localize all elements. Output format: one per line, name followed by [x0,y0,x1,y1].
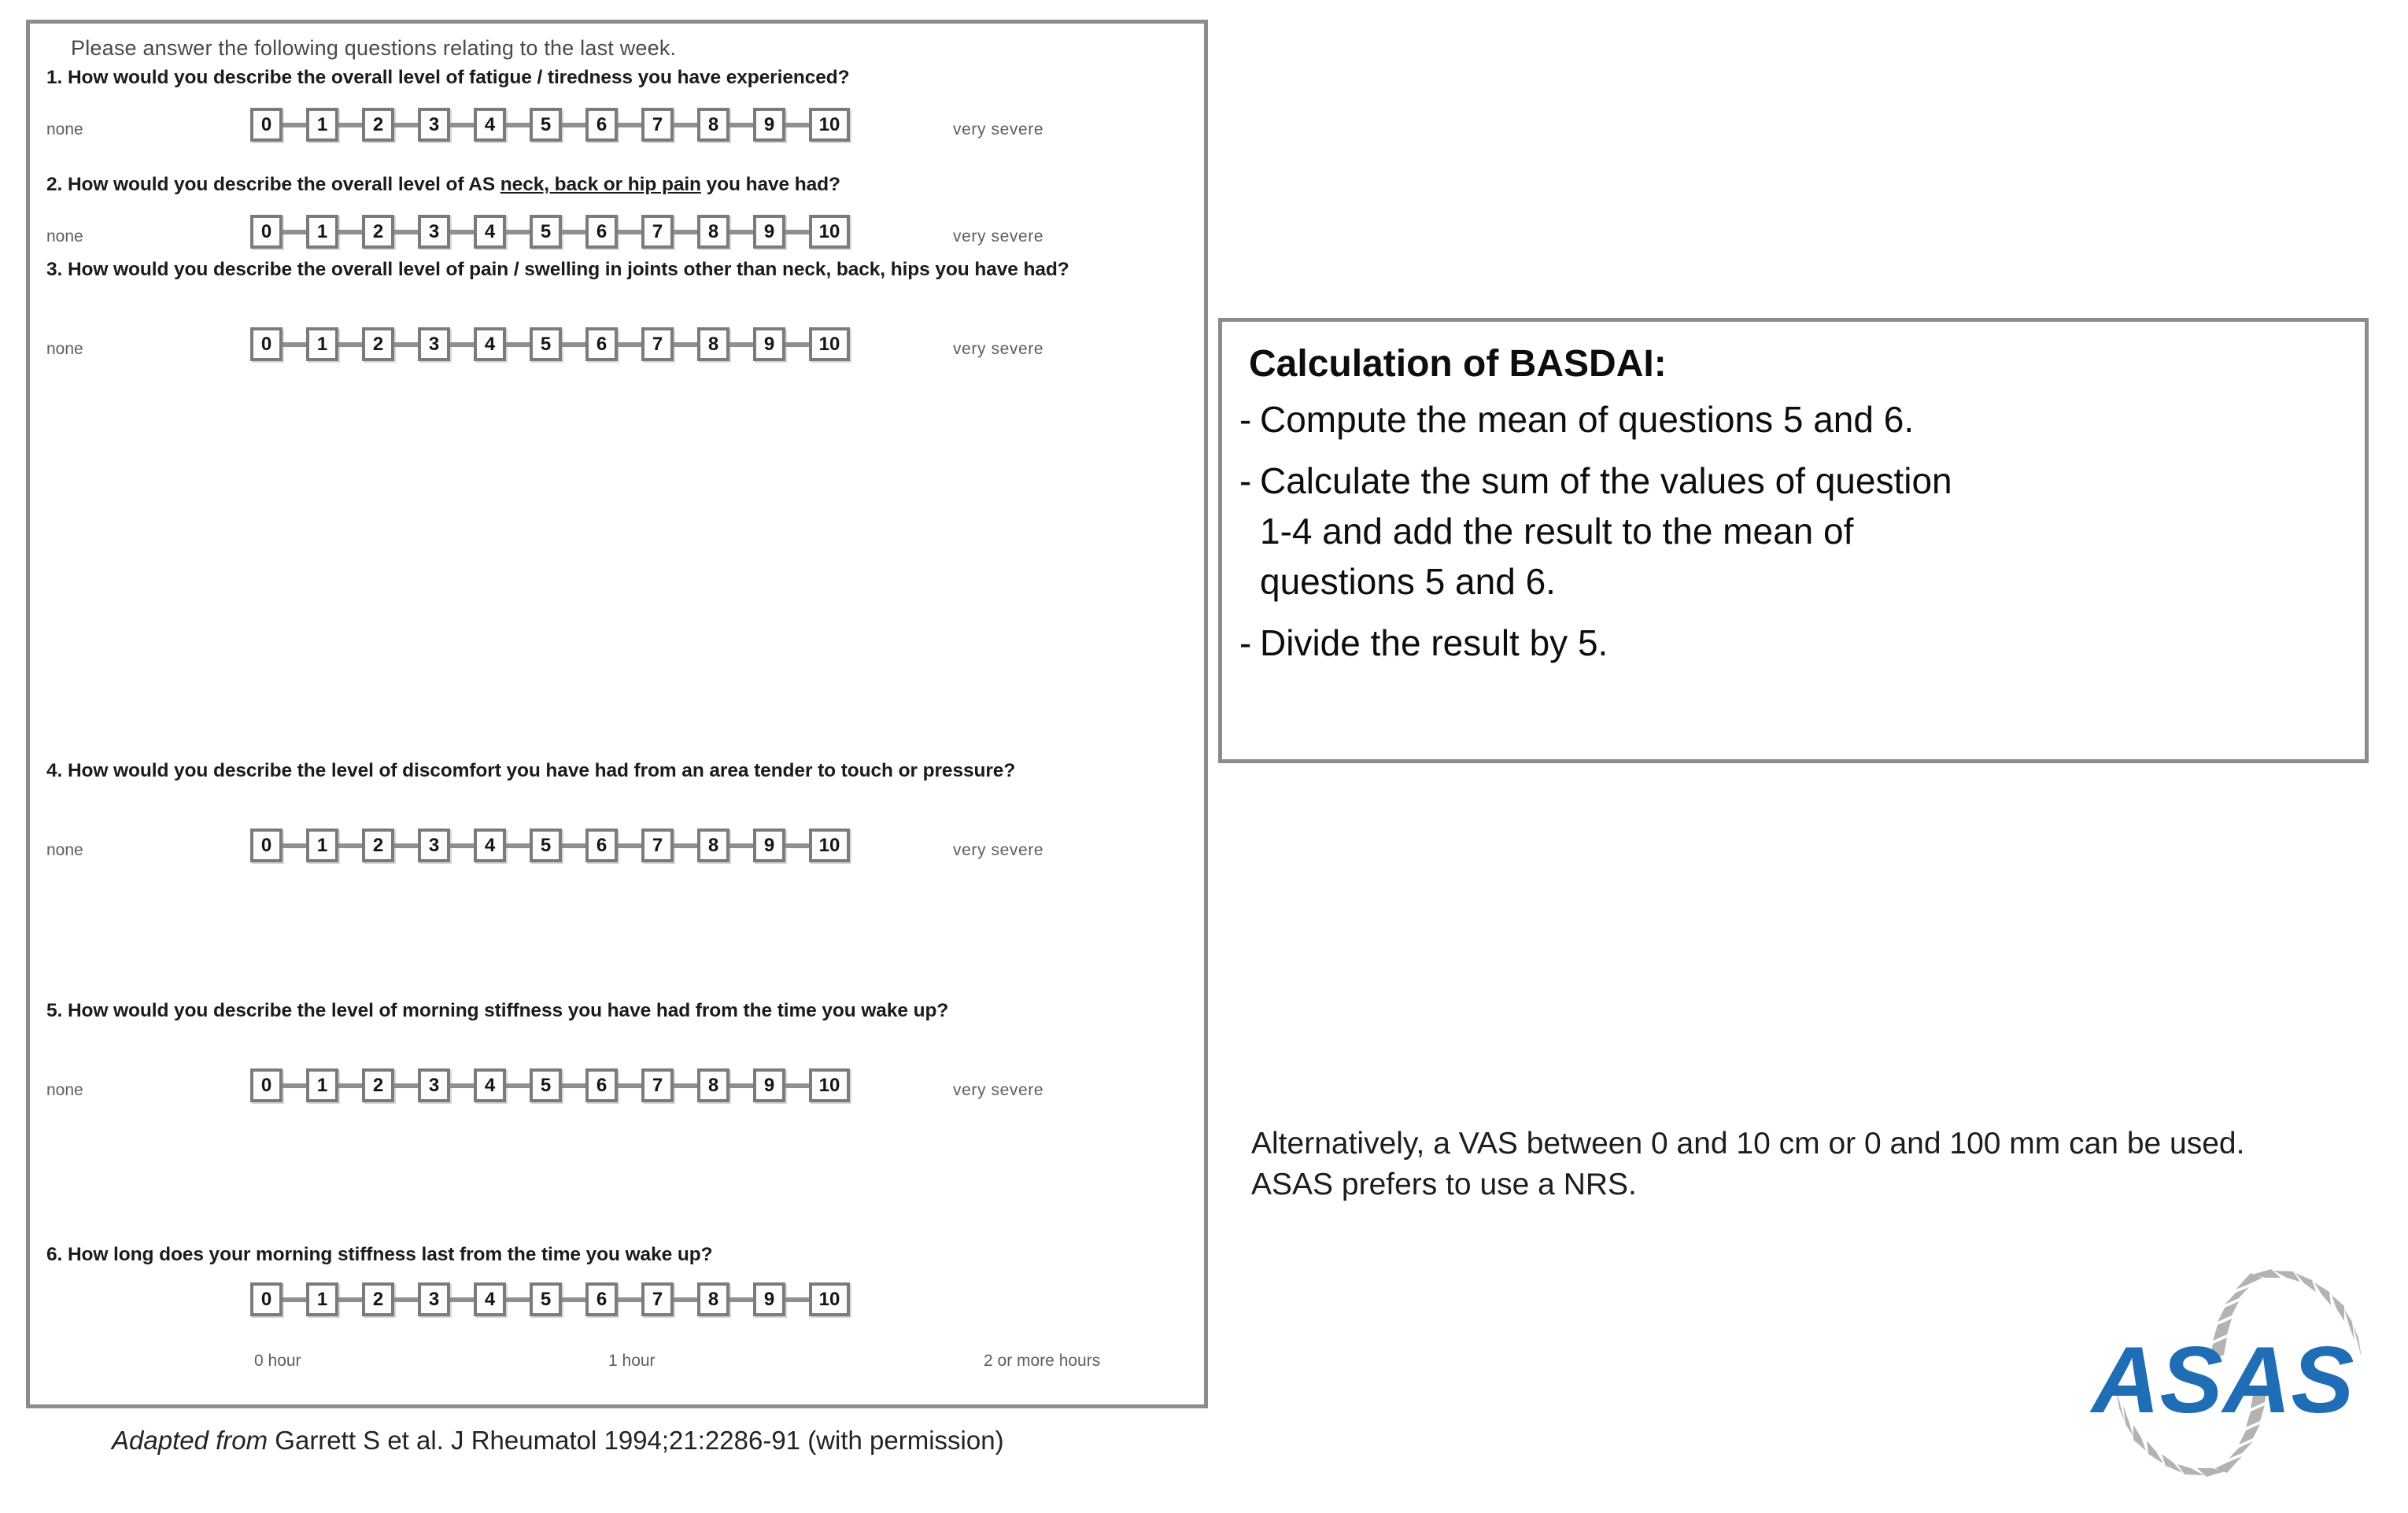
scale-connector [283,230,306,234]
scale-option-0[interactable]: 0 [250,215,283,249]
scale-option-7[interactable]: 7 [641,215,674,249]
scale-option-0[interactable]: 0 [250,1282,283,1316]
scale-option-5[interactable]: 5 [530,1282,562,1316]
scale-option-9[interactable]: 9 [753,1068,785,1102]
scale-option-0[interactable]: 0 [250,327,283,361]
scale-connector [338,1297,362,1302]
scale-option-0[interactable]: 0 [250,1068,283,1102]
question-2-anchor-high: very severe [953,227,1044,245]
question-1-anchor-high: very severe [953,120,1044,138]
scale-option-4[interactable]: 4 [474,828,506,862]
scale-option-9[interactable]: 9 [753,828,785,862]
scale-option-4[interactable]: 4 [474,1068,506,1102]
basdai-step-2: - Calculate the sum of the values of question [1239,459,2341,504]
scale-option-2[interactable]: 2 [362,1282,394,1316]
question-4-nrs-scale[interactable] [250,828,850,862]
scale-connector [674,1083,697,1088]
scale-connector [283,1297,306,1302]
scale-option-1[interactable]: 1 [306,327,338,361]
scale-option-7[interactable]: 7 [641,1068,674,1102]
scale-connector [338,843,362,848]
scale-connector [674,230,697,234]
scale-option-8[interactable]: 8 [697,108,729,142]
question-4-anchor-high: very severe [953,841,1044,859]
basdai-step-2-line2: 1-4 and add the result to the mean of [1260,511,1854,552]
scale-connector [450,342,474,347]
scale-connector [618,1083,641,1088]
scale-option-6[interactable]: 6 [585,108,618,142]
question-2-text: 2. How would you describe the overall level of AS neck, back or hip pain you have had? [46,174,840,195]
scale-option-3[interactable]: 3 [418,108,450,142]
citation-reference: Garrett S et al. J Rheumatol 1994;21:2286-91 (with permission) [268,1426,1004,1455]
scale-connector [450,843,474,848]
scale-connector [562,843,585,848]
question-5-text: 5. How would you describe the level of morning stiffness you have had from the time you wake up? [46,1000,949,1021]
scale-option-4[interactable]: 4 [474,215,506,249]
scale-connector [283,342,306,347]
scale-option-1[interactable]: 1 [306,108,338,142]
question-2-underlined-phrase: neck, back or hip pain [500,174,701,195]
scale-option-2[interactable]: 2 [362,215,394,249]
scale-connector [618,230,641,234]
scale-option-7[interactable]: 7 [641,1282,674,1316]
question-5-nrs-scale[interactable] [250,1068,850,1102]
bullet-dash-icon: - [1239,460,1252,501]
question-5-anchor-high: very severe [953,1081,1044,1099]
scale-option-10[interactable]: 10 [809,1068,850,1102]
scale-option-1[interactable]: 1 [306,828,338,862]
question-3-text: 3. How would you describe the overall level of pain / swelling in joints other than neck, back, hips you have had? [46,259,1069,280]
scale-option-10[interactable]: 10 [809,108,850,142]
scale-option-4[interactable]: 4 [474,327,506,361]
question-6-scale-row [30,1282,1204,1319]
scale-option-10[interactable]: 10 [809,327,850,361]
citation-adapted-from: Adapted from [112,1426,268,1455]
scale-option-6[interactable]: 6 [585,327,618,361]
hour-label-1: 1 hour [608,1352,656,1370]
scale-option-9[interactable]: 9 [753,1282,785,1316]
scale-option-6[interactable]: 6 [585,1282,618,1316]
scale-option-3[interactable]: 3 [418,327,450,361]
scale-connector [394,123,418,127]
scale-connector [562,1297,585,1302]
intro-instruction: Please answer the following questions relating to the last week. [71,36,677,60]
scale-option-9[interactable]: 9 [753,215,785,249]
hour-label-2: 2 or more hours [984,1352,1101,1370]
scale-connector [618,342,641,347]
scale-connector [506,843,530,848]
scale-option-9[interactable]: 9 [753,327,785,361]
scale-connector [283,1083,306,1088]
scale-option-4[interactable]: 4 [474,1282,506,1316]
scale-option-8[interactable]: 8 [697,1068,729,1102]
scale-connector [506,1083,530,1088]
scale-option-7[interactable]: 7 [641,327,674,361]
scale-connector [785,123,809,127]
question-1-anchor-low: none [46,120,83,138]
scale-connector [785,1297,809,1302]
question-1-text: 1. How would you describe the overall level of fatigue / tiredness you have experienced? [46,67,850,88]
scale-connector [450,1083,474,1088]
scale-connector [785,843,809,848]
scale-option-8[interactable]: 8 [697,215,729,249]
question-5-anchor-low: none [46,1081,83,1099]
question-5-scale-row [30,1068,1204,1105]
scale-option-4[interactable]: 4 [474,108,506,142]
question-4-anchor-low: none [46,841,83,859]
scale-option-1[interactable]: 1 [306,215,338,249]
scale-connector [450,123,474,127]
scale-option-10[interactable]: 10 [809,1282,850,1316]
scale-connector [394,843,418,848]
scale-connector [394,1083,418,1088]
scale-connector [506,1297,530,1302]
scale-option-8[interactable]: 8 [697,1282,729,1316]
scale-option-0[interactable]: 0 [250,108,283,142]
scale-connector [283,123,306,127]
question-1-scale-row [30,108,1204,144]
scale-option-5[interactable]: 5 [530,1068,562,1102]
scale-option-5[interactable]: 5 [530,108,562,142]
scale-connector [338,123,362,127]
scale-connector [674,1297,697,1302]
citation-line [112,1426,1004,1456]
scale-option-6[interactable]: 6 [585,828,618,862]
scale-connector [394,1297,418,1302]
hour-label-0: 0 hour [254,1352,301,1370]
scale-option-5[interactable]: 5 [530,828,562,862]
scale-option-3[interactable]: 3 [418,828,450,862]
basdai-calculation-box [1218,318,2369,763]
question-6-hour-labels [30,1352,1204,1375]
scale-connector [785,1083,809,1088]
scale-connector [729,342,753,347]
scale-connector [450,230,474,234]
scale-option-2[interactable]: 2 [362,828,394,862]
alternative-vas-note: Alternatively, a VAS between 0 and 10 cm or 0 and 100 mm can be used. ASAS prefers to use a NRS. [1251,1127,2245,1201]
scale-option-3[interactable]: 3 [418,215,450,249]
question-3-nrs-scale[interactable] [250,327,850,361]
scale-connector [729,1083,753,1088]
scale-option-5[interactable]: 5 [530,215,562,249]
scale-option-7[interactable]: 7 [641,828,674,862]
scale-connector [618,123,641,127]
scale-option-8[interactable]: 8 [697,327,729,361]
scale-connector [785,342,809,347]
scale-connector [338,1083,362,1088]
basdai-questionnaire-panel [26,20,1208,1408]
scale-option-3[interactable]: 3 [418,1282,450,1316]
question-6-nrs-scale[interactable] [250,1282,850,1316]
basdai-calculation-title: Calculation of BASDAI: [1249,343,1667,385]
scale-connector [729,1297,753,1302]
scale-option-2[interactable]: 2 [362,108,394,142]
scale-connector [338,230,362,234]
scale-connector [785,230,809,234]
scale-connector [674,843,697,848]
scale-connector [506,342,530,347]
scale-connector [394,230,418,234]
scale-connector [506,230,530,234]
scale-connector [618,843,641,848]
basdai-step-3: - Divide the result by 5. [1239,621,2341,666]
question-2-anchor-low: none [46,227,83,245]
scale-connector [562,123,585,127]
basdai-step-1: - Compute the mean of questions 5 and 6. [1239,397,2341,442]
scale-connector [729,230,753,234]
scale-connector [506,123,530,127]
scale-option-6[interactable]: 6 [585,1068,618,1102]
scale-option-10[interactable]: 10 [809,828,850,862]
scale-option-1[interactable]: 1 [306,1282,338,1316]
question-2-scale-row [30,215,1204,251]
scale-option-7[interactable]: 7 [641,108,674,142]
scale-connector [562,342,585,347]
scale-option-9[interactable]: 9 [753,108,785,142]
scale-connector [729,843,753,848]
scale-connector [450,1297,474,1302]
scale-option-0[interactable]: 0 [250,828,283,862]
scale-option-10[interactable]: 10 [809,215,850,249]
scale-connector [729,123,753,127]
question-2-nrs-scale[interactable] [250,215,850,249]
scale-connector [562,230,585,234]
scale-connector [338,342,362,347]
basdai-step-2-line3: questions 5 and 6. [1260,561,1556,602]
scale-connector [674,123,697,127]
scale-connector [618,1297,641,1302]
scale-option-6[interactable]: 6 [585,215,618,249]
asas-logo-text: ASAS [2092,1327,2354,1433]
scale-option-2[interactable]: 2 [362,1068,394,1102]
question-3-anchor-high: very severe [953,340,1044,358]
scale-option-1[interactable]: 1 [306,1068,338,1102]
scale-option-2[interactable]: 2 [362,327,394,361]
question-3-scale-row [30,327,1204,363]
question-3-anchor-low: none [46,340,83,358]
scale-option-5[interactable]: 5 [530,327,562,361]
question-6-text: 6. How long does your morning stiffness last from the time you wake up? [46,1244,713,1265]
scale-connector [283,843,306,848]
scale-option-8[interactable]: 8 [697,828,729,862]
scale-connector [674,342,697,347]
question-4-text: 4. How would you describe the level of discomfort you have had from an area tender to touch or pressure? [46,760,1016,781]
question-1-nrs-scale[interactable] [250,108,850,142]
asas-logo [2077,1243,2400,1503]
question-4-scale-row [30,828,1204,865]
scale-connector [562,1083,585,1088]
scale-option-3[interactable]: 3 [418,1068,450,1102]
bullet-dash-icon: - [1239,622,1252,663]
bullet-dash-icon: - [1239,399,1252,440]
scale-connector [394,342,418,347]
